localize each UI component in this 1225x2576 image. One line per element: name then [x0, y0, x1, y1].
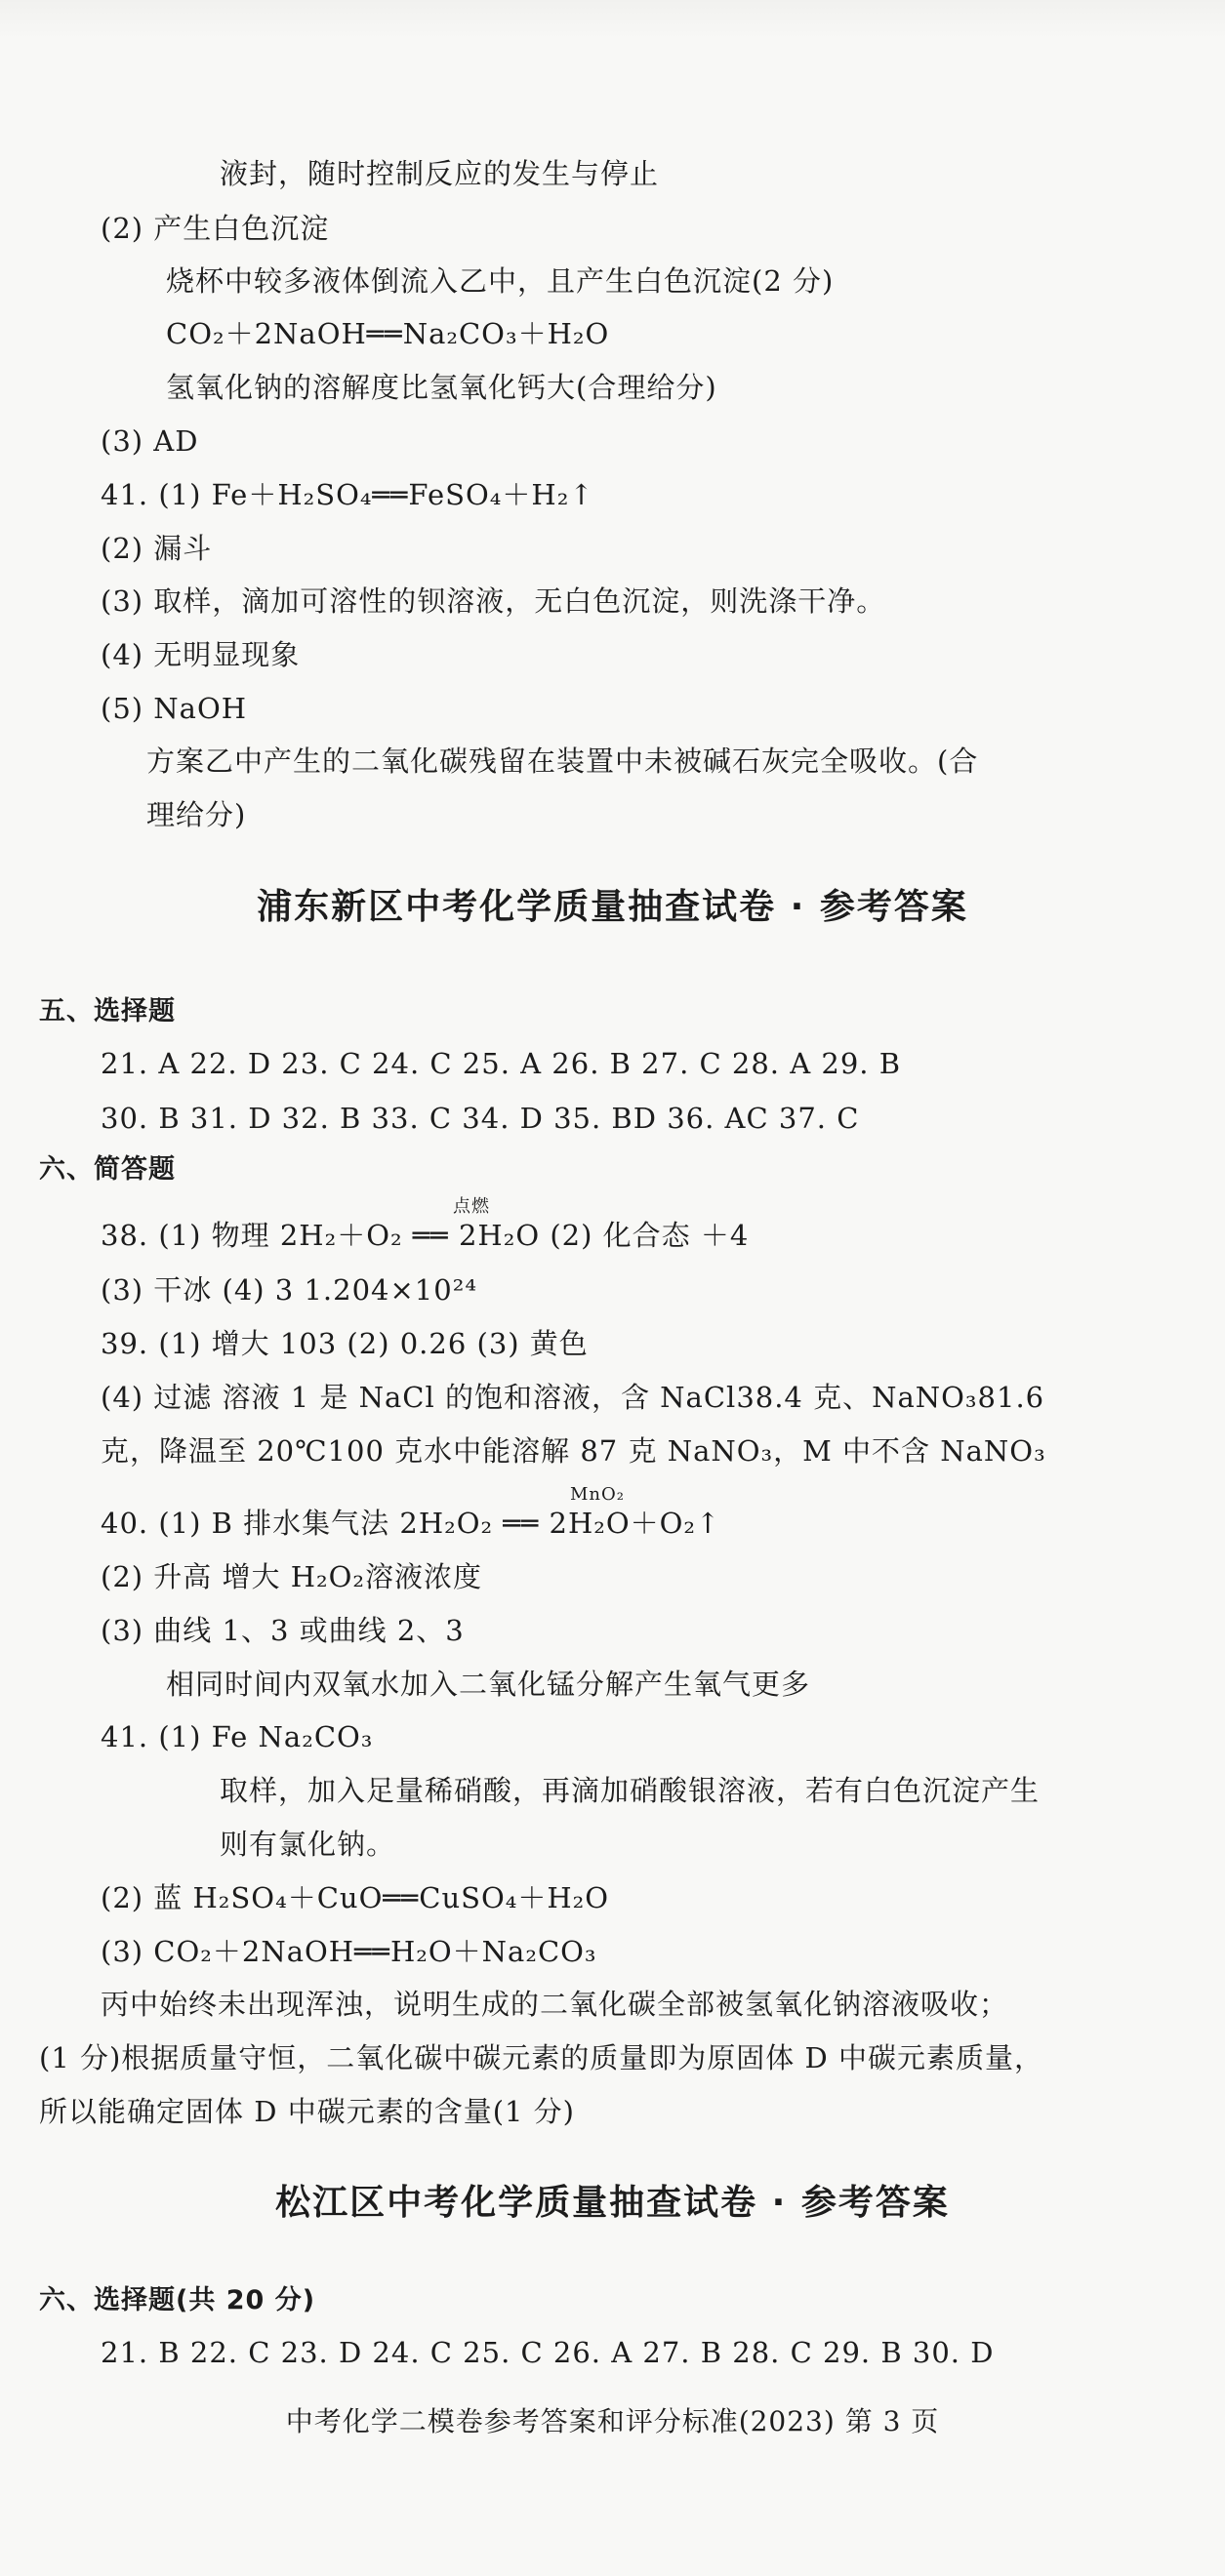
answer-line: (4) 无明显现象: [101, 638, 301, 671]
answer-line: (2) 产生白色沉淀: [101, 212, 330, 245]
equation-line: 38. (1) 物理 2H₂＋O₂ ══ 2H₂O (2) 化合态 ＋4: [101, 1219, 750, 1252]
answer-line: (3) AD: [101, 424, 199, 458]
answer-line: (5) NaOH: [101, 692, 248, 725]
answer-line: 39. (1) 增大 103 (2) 0.26 (3) 黄色: [101, 1327, 589, 1360]
section-heading-choice: 五、选择题: [39, 996, 176, 1026]
answer-line: (3) 取样，滴加可溶性的钡溶液，无白色沉淀，则洗涤干净。: [101, 584, 886, 618]
answer-line: 氢氧化钠的溶解度比氢氧化钙大(合理给分): [166, 371, 717, 404]
answer-line: 所以能确定固体 D 中碳元素的含量(1 分): [39, 2095, 575, 2128]
answer-line: 相同时间内双氧水加入二氧化锰分解产生氧气更多: [166, 1668, 811, 1701]
answer-line: 理给分): [146, 798, 247, 831]
section-heading-choice: 六、选择题(共 20 分): [39, 2285, 316, 2315]
reaction-condition-label: 点燃: [453, 1196, 490, 1217]
choice-answers-line: 30. B 31. D 32. B 33. C 34. D 35. BD 36. AC 37. C: [101, 1102, 860, 1135]
equation-line: 40. (1) B 排水集气法 2H₂O₂ ══ 2H₂O＋O₂↑: [101, 1507, 721, 1540]
section-heading-short: 六、简答题: [39, 1154, 176, 1185]
page-footer: 中考化学二模卷参考答案和评分标准(2023) 第 3 页: [285, 2405, 940, 2437]
answer-line: 则有氯化钠。: [220, 1828, 396, 1861]
choice-answers-line: 21. A 22. D 23. C 24. C 25. A 26. B 27. C 28. A 29. B: [101, 1047, 902, 1080]
reaction-condition-label: MnO₂: [570, 1484, 625, 1505]
answer-line: 41. (1) Fe Na₂CO₃: [101, 1720, 374, 1753]
choice-answers-line: 21. B 22. C 23. D 24. C 25. C 26. A 27. B 28. C 29. B 30. D: [101, 2336, 995, 2369]
answer-line: (4) 过滤 溶液 1 是 NaCl 的饱和溶液，含 NaCl38.4 克、NaNO₃81.6: [101, 1381, 1045, 1414]
answer-line: 烧杯中较多液体倒流入乙中，且产生白色沉淀(2 分): [166, 264, 835, 298]
songjiang-title: 松江区中考化学质量抽查试卷 · 参考答案: [275, 2183, 950, 2223]
answer-line: (2) 升高 增大 H₂O₂溶液浓度: [101, 1560, 483, 1593]
answer-line: 取样，加入足量稀硝酸，再滴加硝酸银溶液，若有白色沉淀产生: [220, 1774, 1041, 1807]
equation-line: 41. (1) Fe＋H₂SO₄══FeSO₄＋H₂↑: [101, 478, 594, 511]
equation-line: (2) 蓝 H₂SO₄＋CuO══CuSO₄＋H₂O: [101, 1881, 610, 1914]
equation-line: CO₂＋2NaOH══Na₂CO₃＋H₂O: [166, 317, 610, 350]
pudong-title: 浦东新区中考化学质量抽查试卷 · 参考答案: [257, 887, 968, 927]
answer-line: (3) 曲线 1、3 或曲线 2、3: [101, 1614, 465, 1647]
answer-line: (3) 干冰 (4) 3 1.204×10²⁴: [101, 1273, 477, 1307]
answer-line: 液封，随时控制反应的发生与停止: [220, 157, 660, 190]
answer-line: (1 分)根据质量守恒，二氧化碳中碳元素的质量即为原固体 D 中碳元素质量，: [39, 2041, 1043, 2074]
answer-line: 克，降温至 20℃100 克水中能溶解 87 克 NaNO₃，M 中不含 NaNO₃: [101, 1434, 1046, 1468]
answer-line: 方案乙中产生的二氧化碳残留在装置中未被碱石灰完全吸收。(合: [146, 745, 979, 778]
answer-line: (2) 漏斗: [101, 532, 213, 565]
equation-line: (3) CO₂＋2NaOH══H₂O＋Na₂CO₃: [101, 1935, 597, 1968]
answer-line: 丙中始终未出现浑浊，说明生成的二氧化碳全部被氢氧化钠溶液吸收；: [101, 1988, 1009, 2021]
